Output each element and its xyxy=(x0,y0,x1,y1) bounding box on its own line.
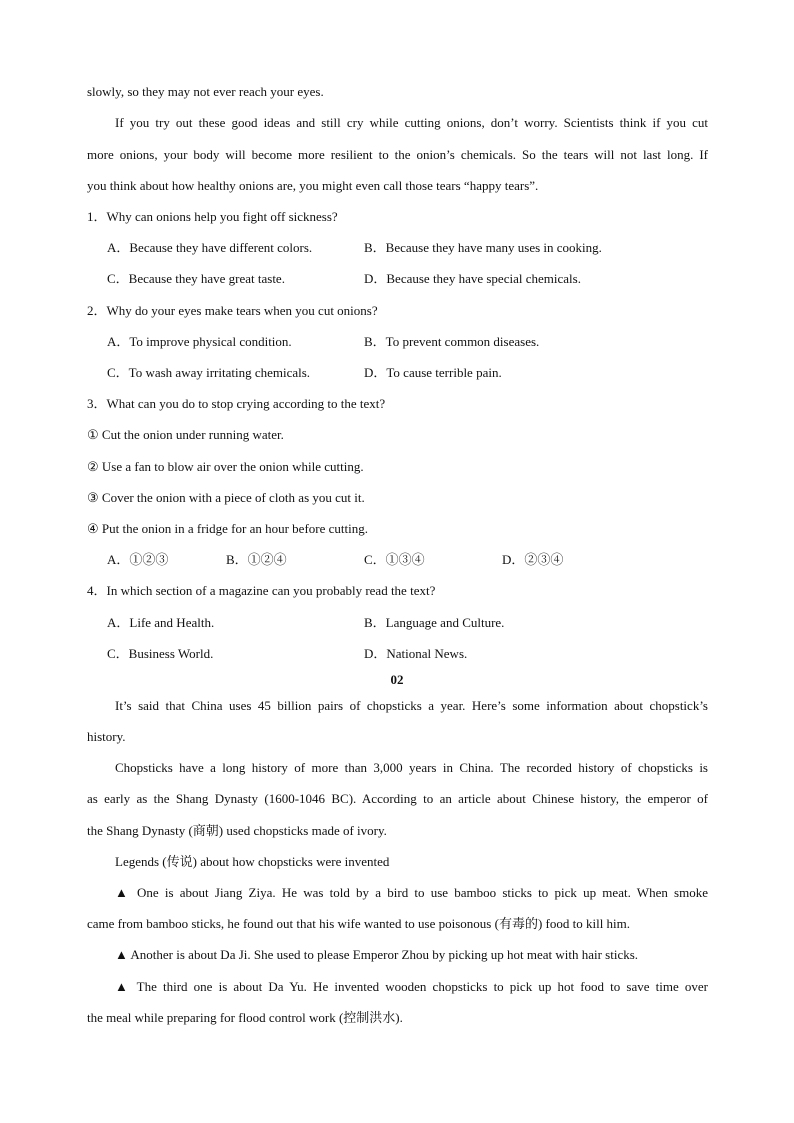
passage-text-line: more onions, your body will become more resilient to the onion’s chemicals. So the tears will not last long. If xyxy=(87,147,708,162)
question-3-item: ① Cut the onion under running water. xyxy=(87,427,284,442)
legends-title: Legends (传说) about how chopsticks were invented xyxy=(115,854,390,869)
question-4-option-d: D．National News. xyxy=(364,646,468,661)
legend-line: ▲ One is about Jiang Ziya. He was told by a bird to use bamboo sticks to pick up meat. When smoke xyxy=(115,885,708,900)
passage-text-line: It’s said that China uses 45 billion pairs of chopsticks a year. Here’s some information about chopstick’s xyxy=(115,698,708,713)
question-2-option-b: B．To prevent common diseases. xyxy=(364,334,540,349)
question-3-item: ④ Put the onion in a fridge for an hour before cutting. xyxy=(87,521,368,536)
question-2-option-a: A．To improve physical condition. xyxy=(107,334,292,349)
legend-line: came from bamboo sticks, he found out that his wife wanted to use poisonous (有毒的) food to kill him. xyxy=(87,916,631,931)
passage-text-line: history. xyxy=(87,729,126,744)
passage-text-line: If you try out these good ideas and still cry while cutting onions, don’t worry. Scientists think if you cut xyxy=(115,115,708,130)
question-2-option-c: C．To wash away irritating chemicals. xyxy=(107,365,311,380)
question-3-option-b: B．①②④ xyxy=(226,552,287,567)
question-3-item: ② Use a fan to blow air over the onion while cutting. xyxy=(87,459,364,474)
question-3-item: ③ Cover the onion with a piece of cloth as you cut it. xyxy=(87,490,365,505)
question-3-option-d: D．②③④ xyxy=(502,552,564,567)
passage-text-line: as early as the Shang Dynasty (1600-1046 BC). According to an article about Chinese history, the emperor of xyxy=(87,791,708,806)
question-1-stem: 1．Why can onions help you fight off sickness? xyxy=(87,209,338,224)
question-4-option-c: C．Business World. xyxy=(107,646,214,661)
question-1-option-d: D．Because they have special chemicals. xyxy=(364,271,581,286)
legend-line: ▲ The third one is about Da Yu. He invented wooden chopsticks to pick up hot food to save time over xyxy=(115,979,708,994)
passage-text-line: slowly, so they may not ever reach your eyes. xyxy=(87,84,324,99)
passage-text-line: the Shang Dynasty (商朝) used chopsticks made of ivory. xyxy=(87,823,387,838)
section-number: 02 xyxy=(390,672,404,687)
question-4-option-a: A．Life and Health. xyxy=(107,615,215,630)
legend-line: the meal while preparing for flood control work (控制洪水). xyxy=(87,1010,403,1025)
question-4-stem: 4．In which section of a magazine can you probably read the text? xyxy=(87,583,436,598)
passage-text-line: Chopsticks have a long history of more than 3,000 years in China. The recorded history of chopsticks is xyxy=(115,760,708,775)
question-2-option-d: D．To cause terrible pain. xyxy=(364,365,502,380)
question-1-option-c: C．Because they have great taste. xyxy=(107,271,285,286)
question-1-option-a: A．Because they have different colors. xyxy=(107,240,313,255)
question-1-option-b: B．Because they have many uses in cooking. xyxy=(364,240,602,255)
question-4-option-b: B．Language and Culture. xyxy=(364,615,505,630)
question-2-stem: 2．Why do your eyes make tears when you cut onions? xyxy=(87,303,378,318)
question-3-option-c: C．①③④ xyxy=(364,552,425,567)
passage-text-line: you think about how healthy onions are, you might even call those tears “happy tears”. xyxy=(87,178,539,193)
legend-line: ▲ Another is about Da Ji. She used to please Emperor Zhou by picking up hot meat with hair sticks. xyxy=(115,947,639,962)
question-3-option-a: A．①②③ xyxy=(107,552,169,567)
question-3-stem: 3．What can you do to stop crying according to the text? xyxy=(87,396,386,411)
